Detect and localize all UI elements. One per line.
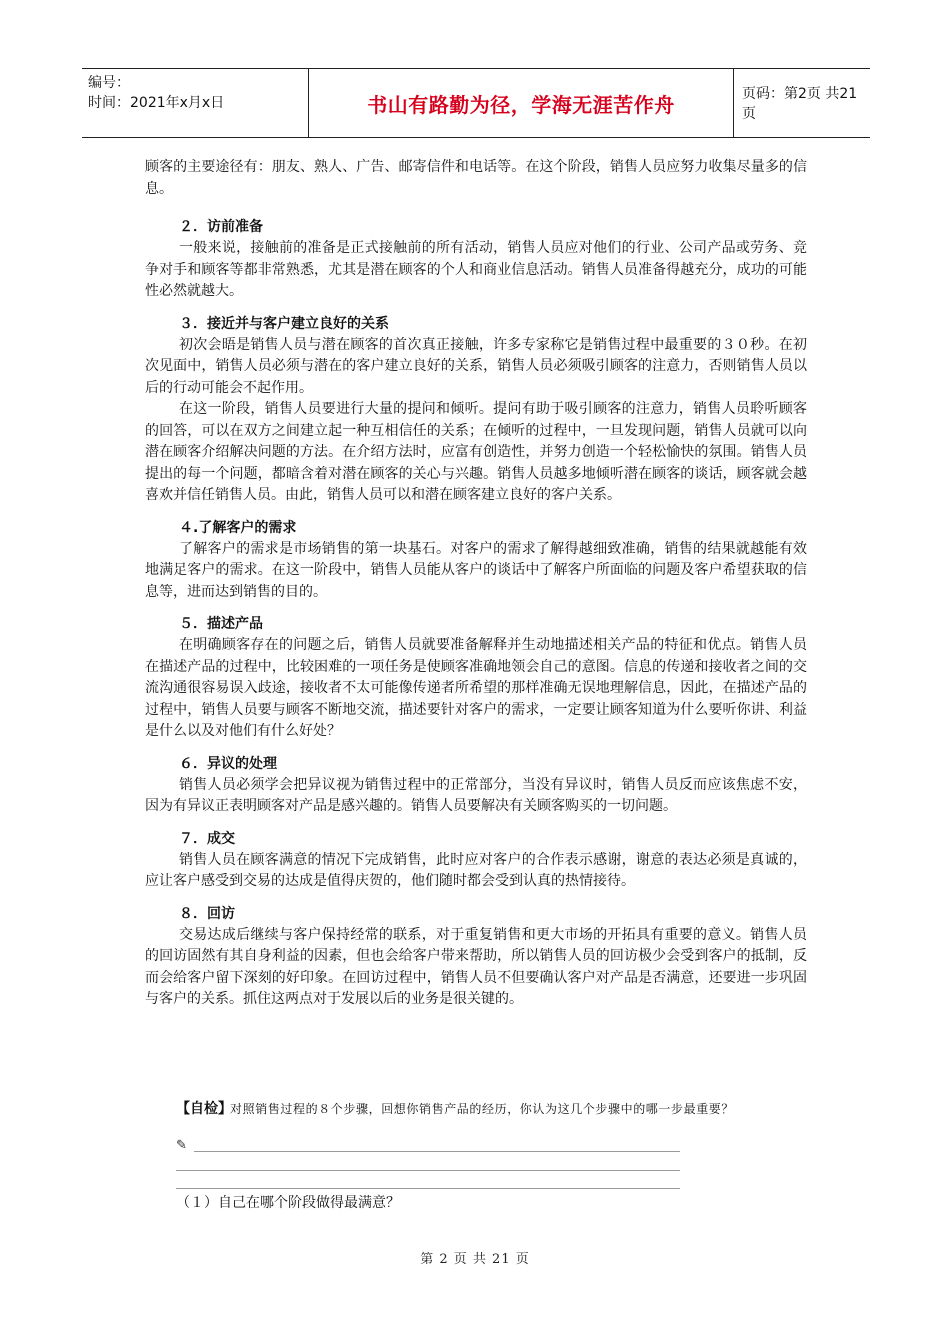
answer-line-3 (176, 1188, 680, 1189)
pen-icon: ✎ (176, 1138, 187, 1153)
header-motto: 书山有路勤为径，学海无涯苦作舟 (308, 69, 734, 137)
self-check-block (176, 1098, 816, 1117)
answer-line-2 (176, 1170, 680, 1171)
section-6-paragraph: 销售人员必须学会把异议视为销售过程中的正常部分，当没有异议时，销售人员反而应该焦虑不安，因为有异议正表明顾客对产品是感兴趣的。销售人员要解决有关顾客购买的一切问题。 (145, 776, 807, 814)
section-4-paragraph: 了解客户的需求是市场销售的第一块基石。对客户的需求了解得越细致准确，销售的结果就越能有效地满足客户的需求。在这一阶段中，销售人员能从客户的谈话中了解客户所面临的问题及客户希望获取的信息等，进而达到销售的目的。 (145, 540, 807, 600)
self-check-question: 对照销售过程的８个步骤，回想你销售产品的经历，你认为这几个步骤中的哪一步最重要？ (230, 1102, 735, 1116)
header-page-label: 页码：第2页 共21页 (742, 86, 858, 122)
section-3-paragraph-1: 初次会晤是销售人员与潜在顾客的首次真正接触，许多专家称它是销售过程中最重要的３０秒。在初次见面中，销售人员必须与潜在的客户建立良好的关系，销售人员必须吸引顾客的注意力，否则销售人员以后的行动可能会不起作用。 (145, 336, 807, 396)
section-7-title: ７．成交 (179, 830, 235, 847)
self-check-title: 【自检】 (176, 1101, 232, 1117)
section-5-paragraph: 在明确顾客存在的问题之后，销售人员就要准备解释并生动地描述相关产品的特征和优点。销售人员在描述产品的过程中，比较困难的一项任务是使顾客准确地领会自己的意图。信息的传递和接收者之间的交流沟通很容易误入歧途，接收者不太可能像传递者所希望的那样准确无误地理解信息，因此，在描述产品的过程中，销售人员要与顾客不断地交流，描述要针对客户的需求，一定要让顾客知道为什么要听你讲、利益是什么以及对他们有什么好处？ (145, 637, 807, 739)
section-3-paragraph-2: 在这一阶段，销售人员要进行大量的提问和倾听。提问有助于吸引顾客的注意力，销售人员聆听顾客的回答，可以在双方之间建立起一种互相信任的关系；在倾听的过程中，一旦发现问题，销售人员就可以向潜在顾客介绍解决问题的方法。在介绍方法时，应富有创造性，并努力创造一个轻松愉快的氛围。销售人员提出的每一个问题，都暗含着对潜在顾客的关心与兴趣。销售人员越多地倾听潜在顾客的谈话，顾客就会越喜欢并信任销售人员。由此，销售人员可以和潜在顾客建立良好的客户关系。 (145, 401, 807, 503)
section-5-title: ５．描述产品 (179, 616, 263, 632)
section-8-title: ８．回访 (179, 905, 235, 922)
page-header (82, 68, 870, 138)
header-meta (88, 73, 288, 113)
section-2-title: ２．访前准备 (179, 219, 263, 235)
section-2-paragraph: 一般来说，接触前的准备是正式接触前的所有活动，销售人员应对他们的行业、公司产品或劳务、竞争对手和顾客等都非常熟悉，尤其是潜在顾客的个人和商业信息活动。销售人员准备得越充分，成功的可能性必然就越大。 (145, 240, 807, 299)
section-8-paragraph: 交易达成后继续与客户保持经常的联系，对于重复销售和更大市场的开拓具有重要的意义。销售人员的回访固然有其自身利益的因素，但也会给客户带来帮助，所以销售人员的回访极少会受到客户的抵制，反而会给客户留下深刻的好印象。在回访过程中，销售人员不但要确认客户对产品是否满意，还要进一步巩固与客户的关系。抓住这两点对于发展以后的业务是很关键的。 (145, 926, 807, 1007)
section-3-title: ３．接近并与客户建立良好的关系 (179, 315, 389, 332)
section-4-title: ４.了解客户的需求 (179, 519, 297, 536)
sub-question-1: （１）自己在哪个阶段做得最满意？ (176, 1195, 400, 1211)
section-7-paragraph: 销售人员在顾客满意的情况下完成销售，此时应对客户的合作表示感谢，谢意的表达必须是真诚的，应让客户感受到交易的达成是值得庆贺的，他们随时都会受到认真的热情接待。 (145, 851, 807, 889)
document-body (145, 157, 807, 1011)
answer-line-1 (194, 1151, 680, 1152)
section-6-title: ６．异议的处理 (179, 755, 277, 772)
number-label: 编号： (88, 75, 130, 91)
time-label: 时间：2021年x月x日 (88, 95, 225, 111)
intro-paragraph: 顾客的主要途径有：朋友、熟人、广告、邮寄信件和电话等。在这个阶段，销售人员应努力收集尽量多的信息。 (145, 159, 807, 197)
page-footer: 第 2 页 共 21 页 (420, 1252, 530, 1267)
